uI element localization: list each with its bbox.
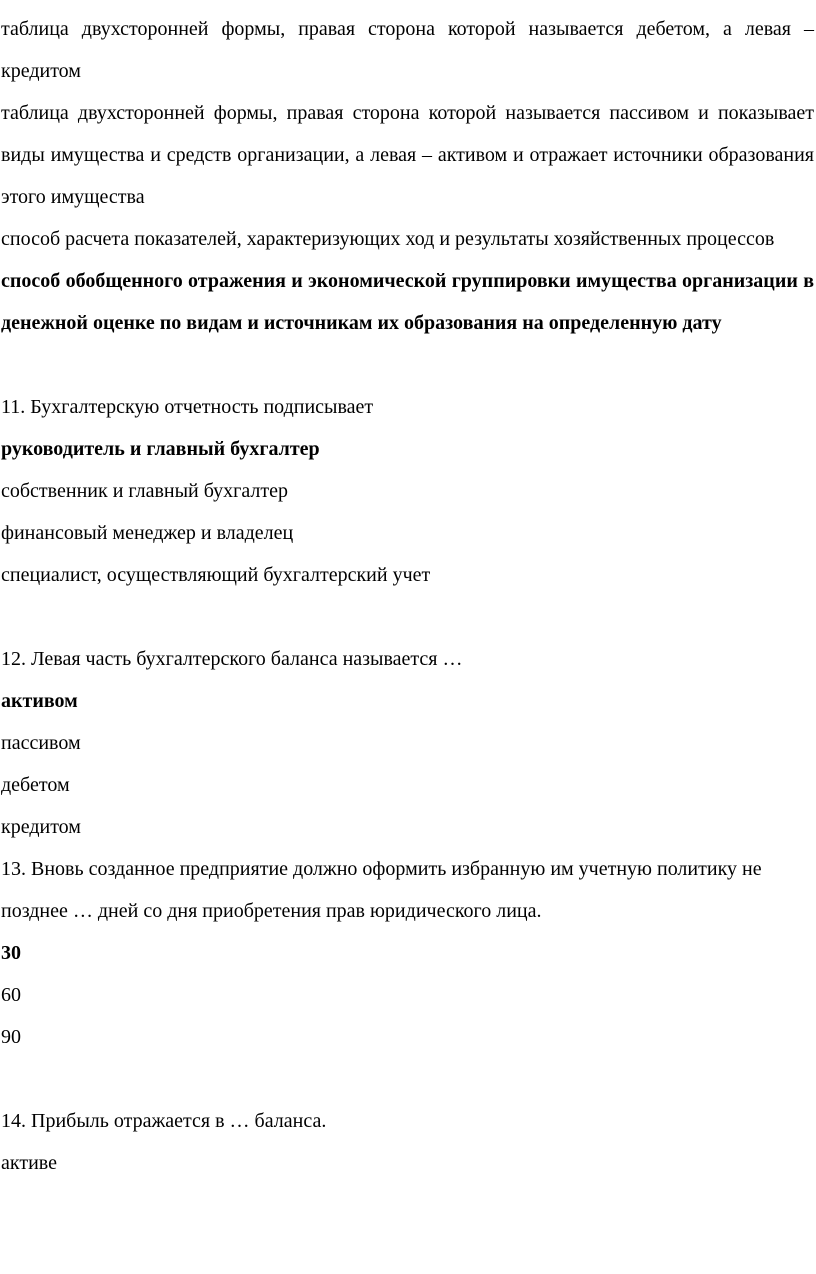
q11-option-3: финансовый менеджер и владелец <box>1 522 294 544</box>
q12-option-1-correct: активом <box>1 690 78 712</box>
q11-option-4: специалист, осуществляющий бухгалтерский учет <box>1 564 431 586</box>
q13-option-3: 90 <box>1 1026 21 1048</box>
q11-option-2: собственник и главный бухгалтер <box>1 480 289 502</box>
q11-question: 11. Бухгалтерскую отчетность подписывает <box>1 396 374 418</box>
q13-option-2: 60 <box>1 984 21 1006</box>
q12-question: 12. Левая часть бухгалтерского баланса называется … <box>1 648 463 670</box>
q10-option-3: способ расчета показателей, характеризующих ход и результаты хозяйственных процессов <box>1 228 775 250</box>
q10-option-2: таблица двухсторонней формы, правая сторона которой называется пассивом и показывает виды имущества и средств организации, а левая – активом и отражает источники образования этого имущества <box>1 102 814 208</box>
q13-option-1-correct: 30 <box>1 942 21 964</box>
q12-option-4: кредитом <box>1 816 81 838</box>
q13-question: 13. Вновь созданное предприятие должно оформить избранную им учетную политику не позднее … дней со дня приобретения прав юридического лица. <box>1 858 762 922</box>
q12-option-2: пассивом <box>1 732 81 754</box>
q14-option-1: активе <box>1 1152 57 1174</box>
q10-option-1: таблица двухсторонней формы, правая сторона которой называется дебетом, а левая – кредитом <box>1 18 814 82</box>
q10-option-4-correct: способ обобщенного отражения и экономической группировки имущества организации в денежной оценке по видам и источникам их образования на определенную дату <box>1 270 814 334</box>
q11-option-1-correct: руководитель и главный бухгалтер <box>1 438 320 460</box>
document-page <box>0 8 816 1274</box>
q12-option-3: дебетом <box>1 774 70 796</box>
q14-question: 14. Прибыль отражается в … баланса. <box>1 1110 327 1132</box>
